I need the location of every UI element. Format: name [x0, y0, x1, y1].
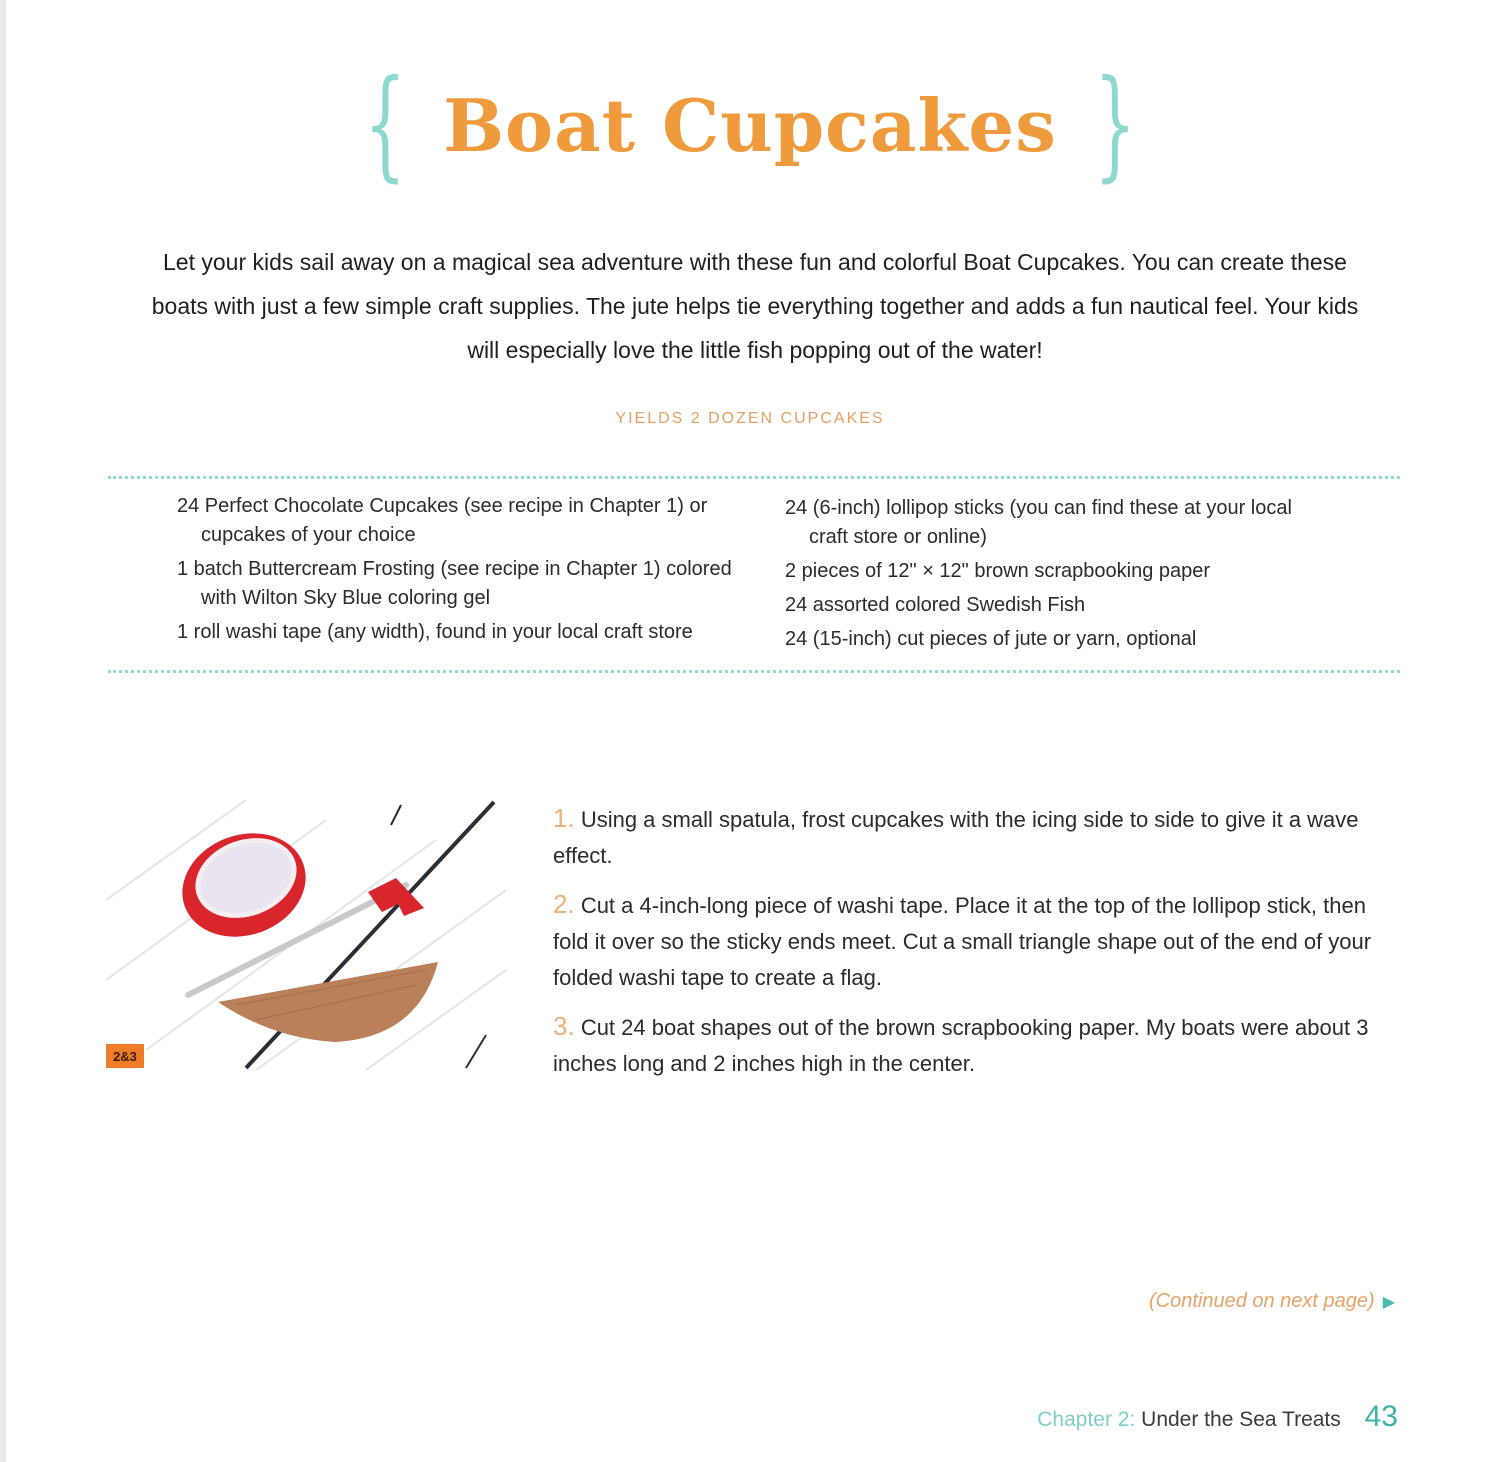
divider-bottom: [108, 670, 1400, 673]
ingredients-left: [177, 492, 737, 652]
continued-text: (Continued on next page): [1148, 1290, 1375, 1312]
step-item: [553, 886, 1403, 996]
play-arrow-icon: ▶: [1382, 1294, 1395, 1311]
ingredients-right: [785, 494, 1325, 659]
ingredient-item: 24 Perfect Chocolate Cupcakes (see recipe in Chapter 1) or cupcakes of your choice: [177, 495, 708, 546]
left-brace-ornament: {: [364, 55, 407, 194]
step-badge: 2&3: [106, 1044, 144, 1068]
step-number: 1.: [553, 803, 575, 833]
ingredient-item: 2 pieces of 12" × 12" brown scrapbooking paper: [785, 560, 1211, 582]
step-text: Using a small spatula, frost cupcakes with the icing side to side to give it a wave effect.: [553, 807, 1359, 868]
ingredient-item: 24 (15-inch) cut pieces of jute or yarn, optional: [785, 628, 1197, 650]
page-number: 43: [1364, 1400, 1398, 1433]
step-item: [553, 1008, 1403, 1082]
intro-paragraph: Let your kids sail away on a magical sea adventure with these fun and colorful Boat Cupcakes. You can create these boats with just a few simple craft supplies. The jute helps tie everything together and adds a fun nautical feel. Your kids will especially love the little fish popping out of the water!: [151, 249, 1359, 363]
page-title: Boat Cupcakes: [443, 82, 1057, 168]
ingredient-item: 1 batch Buttercream Frosting (see recipe in Chapter 1) colored with Wilton Sky Blue coloring gel: [177, 558, 732, 609]
yield-label: YIELDS 2 DOZEN CUPCAKES: [615, 410, 885, 427]
craft-photo-illustration: [106, 780, 506, 1070]
step-text: Cut 24 boat shapes out of the brown scrapbooking paper. My boats were about 3 inches long and 2 inches high in the center.: [553, 1015, 1369, 1076]
step-number: 3.: [553, 1011, 575, 1041]
step-number: 2.: [553, 889, 575, 919]
chapter-title: Under the Sea Treats: [1141, 1408, 1341, 1431]
craft-photo: [106, 780, 506, 1070]
ingredient-item: 24 assorted colored Swedish Fish: [785, 594, 1086, 616]
step-text: Cut a 4-inch-long piece of washi tape. Place it at the top of the lollipop stick, then fold it over so the sticky ends meet. Cut a small triangle shape out of the end of your folded washi tape to create a flag.: [553, 893, 1372, 990]
continued-note: [1100, 1290, 1395, 1313]
ingredient-item: 1 roll washi tape (any width), found in your local craft store: [177, 621, 693, 643]
page-footer: [1000, 1400, 1398, 1434]
page-edge: [0, 0, 6, 1462]
instructions: [553, 800, 1403, 1094]
chapter-label: Chapter 2:: [1037, 1408, 1136, 1431]
divider-top: [108, 476, 1400, 479]
ingredient-item: 24 (6-inch) lollipop sticks (you can find these at your local craft store or online): [785, 497, 1292, 548]
right-brace-ornament: }: [1093, 55, 1136, 194]
title-block: [0, 55, 1500, 195]
step-item: [553, 800, 1403, 874]
